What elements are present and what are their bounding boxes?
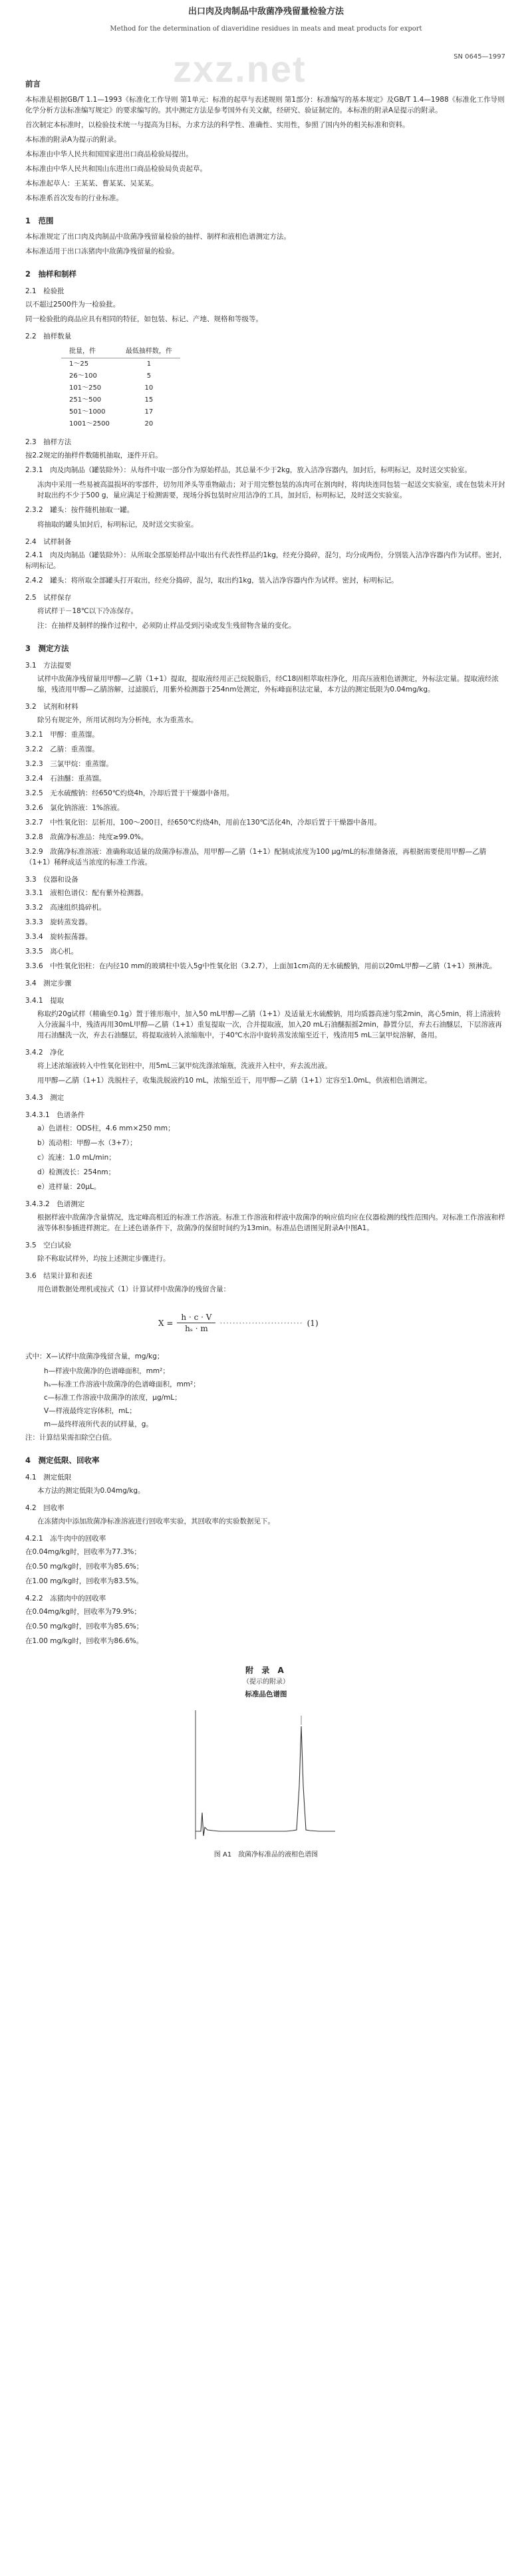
formula-variable: c—标准工作溶液中敌菌净的浓度，μg/mL； bbox=[44, 1394, 182, 1402]
paragraph: 在冻猪肉中添加敌菌净标准溶液进行回收率实验，其回收率的实验数据见下。 bbox=[37, 1517, 275, 1525]
reagent-item: 3.2.5 无水硫酸钠：经650℃灼烧4h，冷却后置于干燥器中备用。 bbox=[25, 789, 234, 797]
subsection-heading: 3.4.3 测定 bbox=[25, 1094, 65, 1102]
table-cell: 1 bbox=[146, 360, 152, 368]
table-row bbox=[61, 394, 180, 406]
paragraph: 本方法的测定低限为0.04mg/kg。 bbox=[37, 1487, 145, 1495]
subsection-heading: 4.1 测定低限 bbox=[25, 1474, 72, 1481]
table-row bbox=[61, 358, 180, 371]
recovery-line: 在1.00 mg/kg时，回收率为83.5%。 bbox=[25, 1577, 144, 1585]
paragraph: 试样中敌菌净残留量用甲醇—乙腈（1+1）提取，提取液经用正己烷脱脂后，经C18固相萃取柱净化，用高压液相色谱测定，外标法定量。提取液经浓缩，残渣用甲醇—乙腈溶解，过滤膜后，用紫外检测器于254nm处测定，外标峰面积法定量，本方法的测定低限为0.04mg/kg。 bbox=[37, 675, 499, 694]
recovery-line: 在0.04mg/kg时，回收率为79.9%； bbox=[25, 1608, 141, 1616]
section-heading: 2 抽样和制样 bbox=[25, 269, 77, 279]
chromatogram-figure bbox=[193, 1706, 339, 1846]
paragraph: 2.4.1 肉及肉制品（罐装除外）：从所取全部原始样品中取出有代表性样品约1kg，经充分捣碎，混匀，均分成两份，分别装入洁净容器内作为试样。密封，标明标记。 bbox=[25, 551, 507, 570]
condition-item: c）流速：1.0 mL/min； bbox=[37, 1154, 116, 1162]
formula-numerator: h · c · V bbox=[177, 1312, 215, 1323]
table-cell: 101～250 bbox=[69, 384, 102, 392]
foreword-paragraph: 本标准由中华人民共和国国家进出口商品检验局提出。 bbox=[25, 150, 193, 158]
equipment-item: 3.3.1 液相色谱仪：配有紫外检测器。 bbox=[25, 889, 148, 897]
table-header-cell: 最低抽样数，件 bbox=[118, 346, 180, 358]
standard-number: SN 0645—1997 bbox=[454, 53, 505, 61]
paragraph: 将试样于－18℃以下冷冻保存。 bbox=[37, 607, 138, 615]
formula-where: 式中：X—试样中敌菌净残留含量，mg/kg； bbox=[25, 1352, 164, 1360]
table-header-row bbox=[61, 346, 180, 358]
paragraph: 本标准规定了出口肉及肉制品中敌菌净残留量检验的抽样、制样和液相色谱测定方法。 bbox=[25, 233, 291, 241]
table-cell: 1001～2500 bbox=[69, 420, 110, 428]
foreword-paragraph: 本标准的附录A为提示的附录。 bbox=[25, 136, 121, 144]
paragraph: 将抽取的罐头加封后，标明标记，及时送交实验室。 bbox=[37, 521, 198, 529]
subsection-heading: 3.3 仪器和设备 bbox=[25, 876, 78, 884]
condition-item: d）检测波长：254nm； bbox=[37, 1168, 116, 1176]
subsection-heading: 3.2 试剂和材料 bbox=[25, 703, 78, 711]
table-cell: 5 bbox=[146, 372, 152, 380]
foreword-paragraph: 首次制定本标准时，以检验技术统一与提高为目标，力求方法的科学性、准确性、实用性，参照了国内外的相关标准和资料。 bbox=[25, 121, 410, 129]
formula-variable: m—最终样液所代表的试样量，g。 bbox=[44, 1420, 153, 1428]
subsection-heading: 4.2.1 冻牛肉中的回收率 bbox=[25, 1535, 106, 1543]
paragraph: 2.3.1 肉及肉制品（罐装除外）：从每件中取一部分作为原始样品，其总量不少于2kg，放入洁净容器内，加封后，标明标记，及时送交实验室。 bbox=[25, 466, 471, 474]
equipment-item: 3.3.4 旋转振荡器。 bbox=[25, 933, 92, 941]
chromatogram-trace bbox=[196, 1726, 335, 1836]
equipment-item: 3.3.3 旋转蒸发器。 bbox=[25, 918, 92, 926]
paragraph: 根据样液中敌菌净含量情况，选定峰高相近的标准工作溶液。标准工作溶液和样液中敌菌净的响应值均应在仪器检测的线性范围内。对标准工作溶液和样液等体积参插进样测定。在上述色谱条件下，敌菌净的保留时间约为13min。标准品色谱图见附录A中图A1。 bbox=[37, 1214, 505, 1232]
subsection-heading: 2.1 检验批 bbox=[25, 287, 65, 295]
table-row bbox=[61, 406, 180, 418]
appendix-name: 标准品色谱图 bbox=[245, 1690, 287, 1698]
table-row bbox=[61, 382, 180, 394]
foreword-paragraph: 本标准系首次发布的行业标准。 bbox=[25, 194, 123, 202]
reagent-item: 3.2.9 敌菌净标准溶液：准确称取适量的敌菌净标准品，用甲醇—乙腈（1+1）配制成浓度为100 μg/mL的标准储备液，再根据需要使用甲醇—乙腈（1+1）稀释成适当浓度的标准工作液。 bbox=[25, 848, 487, 866]
subsection-heading: 3.1 方法提要 bbox=[25, 662, 72, 670]
paragraph: 以不超过2500件为一检验批。 bbox=[25, 301, 120, 309]
subsection-heading: 3.4.2 净化 bbox=[25, 1049, 65, 1057]
reagent-item: 3.2.7 中性氧化铝：层析用，100～200目，经650℃灼烧4h，用前在130℃活化4h，冷却后置于干燥器中备用。 bbox=[25, 819, 382, 827]
note: 注：在抽样及制样的操作过程中，必须防止样品受到污染或发生残留物含量的变化。 bbox=[37, 622, 296, 630]
table-row bbox=[61, 418, 180, 430]
table-cell: 501～1000 bbox=[69, 408, 106, 416]
section-heading: 3 测定方法 bbox=[25, 644, 69, 653]
formula-leader: ·························· bbox=[219, 1318, 303, 1328]
appendix-title: 附 录 A bbox=[245, 1666, 287, 1675]
section-heading: 4 测定低限、回收率 bbox=[25, 1456, 100, 1465]
paragraph: 除不称取试样外，均按上述测定步骤进行。 bbox=[37, 1255, 170, 1263]
reagent-item: 3.2.6 氯化钠溶液：1%溶液。 bbox=[25, 804, 124, 812]
paragraph: 本标准适用于出口冻猪肉中敌菌净残留量的检验。 bbox=[25, 247, 179, 255]
subsection-heading: 3.5 空白试验 bbox=[25, 1241, 72, 1249]
paragraph: 2.4.2 罐头：将所取全部罐头打开取出，经充分捣碎，混匀，取出约1kg，装入洁净容器内作为试样。密封，标明标记。 bbox=[25, 577, 398, 584]
reagent-item: 3.2.2 乙腈：重蒸馏。 bbox=[25, 745, 99, 753]
formula-fraction bbox=[177, 1312, 215, 1334]
reagent-item: 3.2.4 石油醚：重蒸馏。 bbox=[25, 775, 106, 783]
formula-variable: V—样液最终定容体积，mL； bbox=[44, 1407, 136, 1415]
subsection-heading: 2.2 抽样数量 bbox=[25, 332, 72, 340]
paragraph: 同一检验批的商品应具有相同的特征，如包装、标记、产地、规格和等级等。 bbox=[25, 315, 263, 323]
equipment-item: 3.3.6 中性氧化铝柱：在内径10 mm的玻璃柱中装入5g中性氧化铝（3.2.7），上面加1cm高的无水硫酸钠，用前以20mL甲醇—乙腈（1+1）预淋洗。 bbox=[25, 962, 497, 970]
reagent-item: 3.2.3 三氯甲烷：重蒸馏。 bbox=[25, 760, 113, 768]
subsection-heading: 3.4.3.2 色谱测定 bbox=[25, 1200, 85, 1208]
recovery-line: 在1.00 mg/kg时，回收率为86.6%。 bbox=[25, 1637, 144, 1645]
table-row bbox=[61, 370, 180, 382]
recovery-line: 在0.50 mg/kg时，回收率为85.6%； bbox=[25, 1622, 144, 1630]
subsection-heading: 2.4 试样制备 bbox=[25, 538, 72, 546]
formula-denominator: hₛ · m bbox=[185, 1324, 208, 1333]
document-title: 出口肉及肉制品中敌菌净残留量检验方法 bbox=[188, 7, 344, 17]
condition-item: e）进样量：20μL。 bbox=[37, 1183, 101, 1191]
note: 注：计算结果需扣除空白值。 bbox=[25, 1434, 116, 1442]
table-cell: 17 bbox=[144, 408, 154, 416]
sampling-table bbox=[61, 346, 180, 430]
paragraph: 2.3.2 罐头：按件随机抽取一罐。 bbox=[25, 506, 134, 514]
subsection-heading: 3.4.1 提取 bbox=[25, 997, 65, 1005]
paragraph: 按2.2规定的抽样件数随机抽取，逐件开启。 bbox=[25, 451, 162, 459]
equipment-item: 3.3.5 离心机。 bbox=[25, 948, 78, 956]
table-cell: 20 bbox=[144, 420, 154, 428]
paragraph: 将上述浓缩液转入中性氧化铝柱中，用5mL三氯甲烷洗涤浓缩瓶，洗液并入柱中，弃去流出液。 bbox=[37, 1062, 332, 1070]
subsection-heading: 2.3 抽样方法 bbox=[25, 438, 72, 446]
condition-item: b）流动相：甲醇—水（3+7）； bbox=[37, 1139, 137, 1147]
chromatogram-svg bbox=[193, 1706, 339, 1846]
reagent-item: 3.2.1 甲醇：重蒸馏。 bbox=[25, 731, 99, 739]
condition-item: a）色谱柱：ODS柱，4.6 mm×250 mm； bbox=[37, 1124, 175, 1132]
recovery-line: 在0.50 mg/kg时，回收率为85.6%； bbox=[25, 1563, 144, 1571]
figure-caption: 图 A1 敌菌净标准品的液相色谱图 bbox=[213, 1851, 319, 1859]
table-header-cell: 批量，件 bbox=[61, 346, 118, 358]
section-heading: 1 范围 bbox=[25, 216, 54, 225]
watermark: zxz.net bbox=[173, 48, 307, 90]
foreword-paragraph: 本标准起草人：王某某、曹某某、吴某某。 bbox=[25, 180, 158, 188]
subsection-heading: 3.4.3.1 色谱条件 bbox=[25, 1111, 85, 1119]
subsection-heading: 3.6 结果计算和表述 bbox=[25, 1272, 92, 1280]
table-cell: 10 bbox=[144, 384, 154, 392]
foreword-paragraph: 本标准是根据GB/T 1.1—1993《标准化工作导则 第1单元：标准的起草与表述规则 第1部分：标准编写的基本规定》及GB/T 1.4—1988《标准化工作导则 化学分析方法标准编写规定》的要求编写的。其中测定方法是参考国外有关文献，经研究、验证制定的。本标准的附录A是提示的附录。 bbox=[25, 96, 505, 114]
foreword-heading: 前言 bbox=[25, 79, 41, 88]
table-cell: 1～25 bbox=[69, 360, 89, 368]
table-cell: 251～500 bbox=[69, 396, 102, 404]
foreword-paragraph: 本标准由中华人民共和国山东进出口商品检验局负责起草。 bbox=[25, 165, 207, 173]
paragraph: 除另有规定外，所用试剂均为分析纯，水为重蒸水。 bbox=[37, 716, 198, 724]
reagent-item: 3.2.8 敌菌净标准品：纯度≥99.0%。 bbox=[25, 833, 148, 841]
table-cell: 15 bbox=[144, 396, 154, 404]
subsection-heading: 2.5 试样保存 bbox=[25, 594, 72, 602]
paragraph: 称取约20g试样（精确至0.1g）置于锥形瓶中，加入50 mL甲醇—乙腈（1+1）及适量无水硫酸钠，用均质器高速匀浆2min，离心5min，将上清液转入分液漏斗中，残渣再用30mL甲醇—乙腈（1+1）重复提取一次，合并提取液，加入20 mL石油醚振摇2min，静置分层，弃去石油醚层，下层溶液再用石油醚洗一次，弃去石油醚层，将提取液转入浓缩瓶中，于40℃水浴中旋转蒸发浓缩至近干，残渣用5 mL三氯甲烷溶解，备用。 bbox=[37, 1010, 502, 1039]
paragraph: 用甲醇—乙腈（1+1）洗脱柱子，收集洗脱液约10 mL，浓缩至近干，用甲醇—乙腈（1+1）定容至1.0mL，供液相色谱测定。 bbox=[37, 1077, 432, 1085]
equipment-item: 3.3.2 高速组织捣碎机。 bbox=[25, 904, 106, 912]
appendix-subtitle: （提示的附录） bbox=[243, 1678, 289, 1686]
formula bbox=[158, 1312, 507, 1334]
paragraph: 冻肉中采用一些易被高温损坏的零部件，切勿用斧头等重物敲击；对于用完整包装的冻肉可在割肉时，将肉块连同包装一起送交实验室，或在包装未开封时取出约不少于500 g，量应满足于检测需要，现场分拆包装时应用洁净的工具，加封后，标明标记，及时送交实验室。 bbox=[37, 481, 505, 499]
subsection-heading: 4.2 回收率 bbox=[25, 1504, 65, 1512]
formula-number: (1) bbox=[307, 1318, 319, 1328]
formula-variable: hₛ—标准工作溶液中敌菌净的色谱峰面积，mm²； bbox=[44, 1380, 200, 1388]
table-cell: 26～100 bbox=[69, 372, 97, 380]
formula-variable: h—样液中敌菌净的色谱峰面积，mm²； bbox=[44, 1367, 170, 1375]
paragraph: 用色谱数据处理机或按式（1）计算试样中敌菌净的残留含量： bbox=[37, 1285, 231, 1293]
subsection-heading: 4.2.2 冻猪肉中的回收率 bbox=[25, 1595, 106, 1603]
recovery-line: 在0.04mg/kg时，回收率为77.3%； bbox=[25, 1548, 141, 1556]
subsection-heading: 3.4 测定步骤 bbox=[25, 979, 72, 987]
formula-lhs: X = bbox=[158, 1318, 174, 1328]
document-title-english: Method for the determination of diaveridine residues in meats and meat products for export bbox=[110, 25, 422, 33]
